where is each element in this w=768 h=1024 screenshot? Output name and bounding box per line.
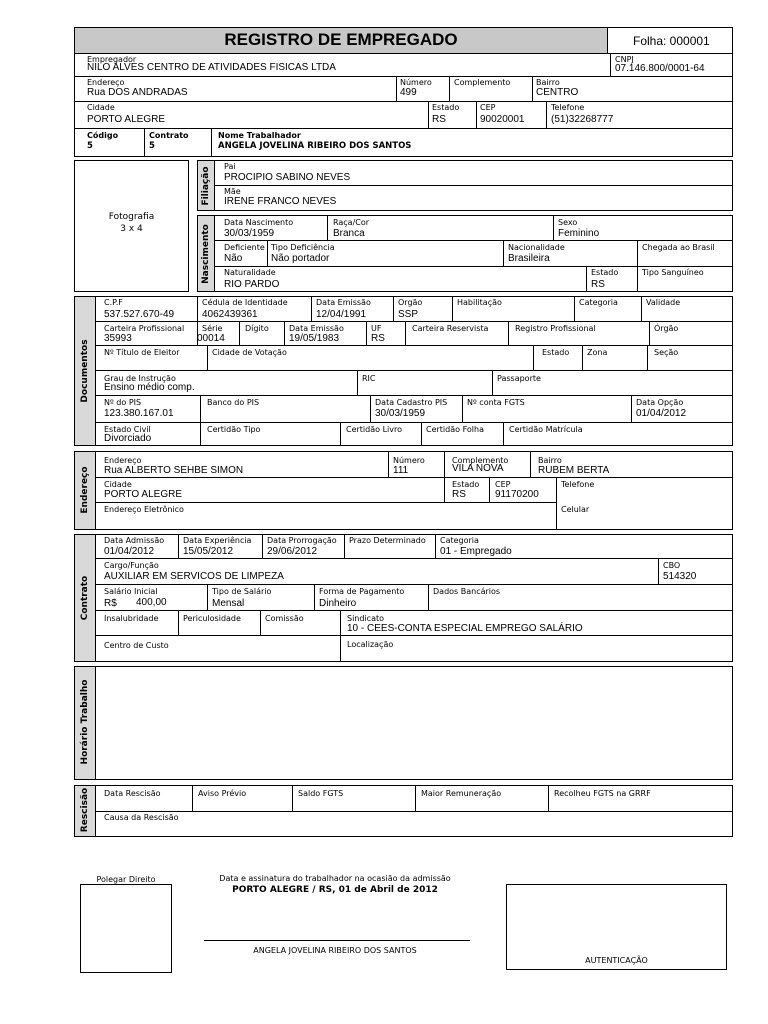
section-rescisao: Rescisão [80,787,90,833]
signature-line [204,940,470,941]
employee-address: Rua ALBERTO SEHBE SIMON [104,465,244,476]
contract-number: 5 [149,141,155,151]
section-nascimento: Nascimento [201,224,211,284]
section-contrato: Contrato [80,575,90,621]
employer-name: NILO ALVES CENTRO DE ATIVIDADES FISICAS LTDA [87,62,336,73]
page-title: REGISTRO DE EMPREGADO [224,30,458,49]
signature-note: Data e assinatura do trabalhador na ocasião da admissão [219,874,451,883]
section-filiacao: Filiação [201,166,211,206]
employer-address: Rua DOS ANDRADAS [87,87,188,98]
job-title: AUXILIAR EM SERVICOS DE LIMPEZA [104,571,284,582]
employee-code: 5 [87,141,93,151]
section-horario: Horário Trabalho [80,679,90,765]
admission-date: 01/04/2012 [104,546,155,557]
signature-name: ANGELA JOVELINA RIBEIRO DOS SANTOS [253,946,417,955]
mother-name: IRENE FRANCO NEVES [224,196,337,207]
employee-name: ANGELA JOVELINA RIBEIRO DOS SANTOS [218,141,412,151]
initial-salary: 400,00 [136,597,167,608]
employer-cnpj: 07.146.800/0001-64 [615,63,705,74]
section-documentos: Documentos [80,339,90,403]
pis-value: 123.380.167.01 [104,408,174,419]
signature-place-date: PORTO ALEGRE / RS, 01 de Abril de 2012 [232,885,438,895]
union-name: 10 - CEES-CONTA ESPECIAL EMPREGO SALÁRIO [347,623,583,634]
horario-section [74,666,733,780]
label-empregador: Empregador [87,55,137,64]
thumbprint-box [80,884,172,973]
father-name: PROCIPIO SABINO NEVES [224,172,351,183]
label-cnpj: CNPJ [615,55,634,64]
cpf-value: 537.527.670-49 [104,309,175,320]
section-endereco: Endereço [80,466,90,514]
thumb-label: Polegar Direito [96,875,156,884]
authentication-label: AUTENTICAÇÃO [585,956,648,965]
contrato-section [74,534,733,662]
folha-number: Folha: 000001 [633,34,710,48]
